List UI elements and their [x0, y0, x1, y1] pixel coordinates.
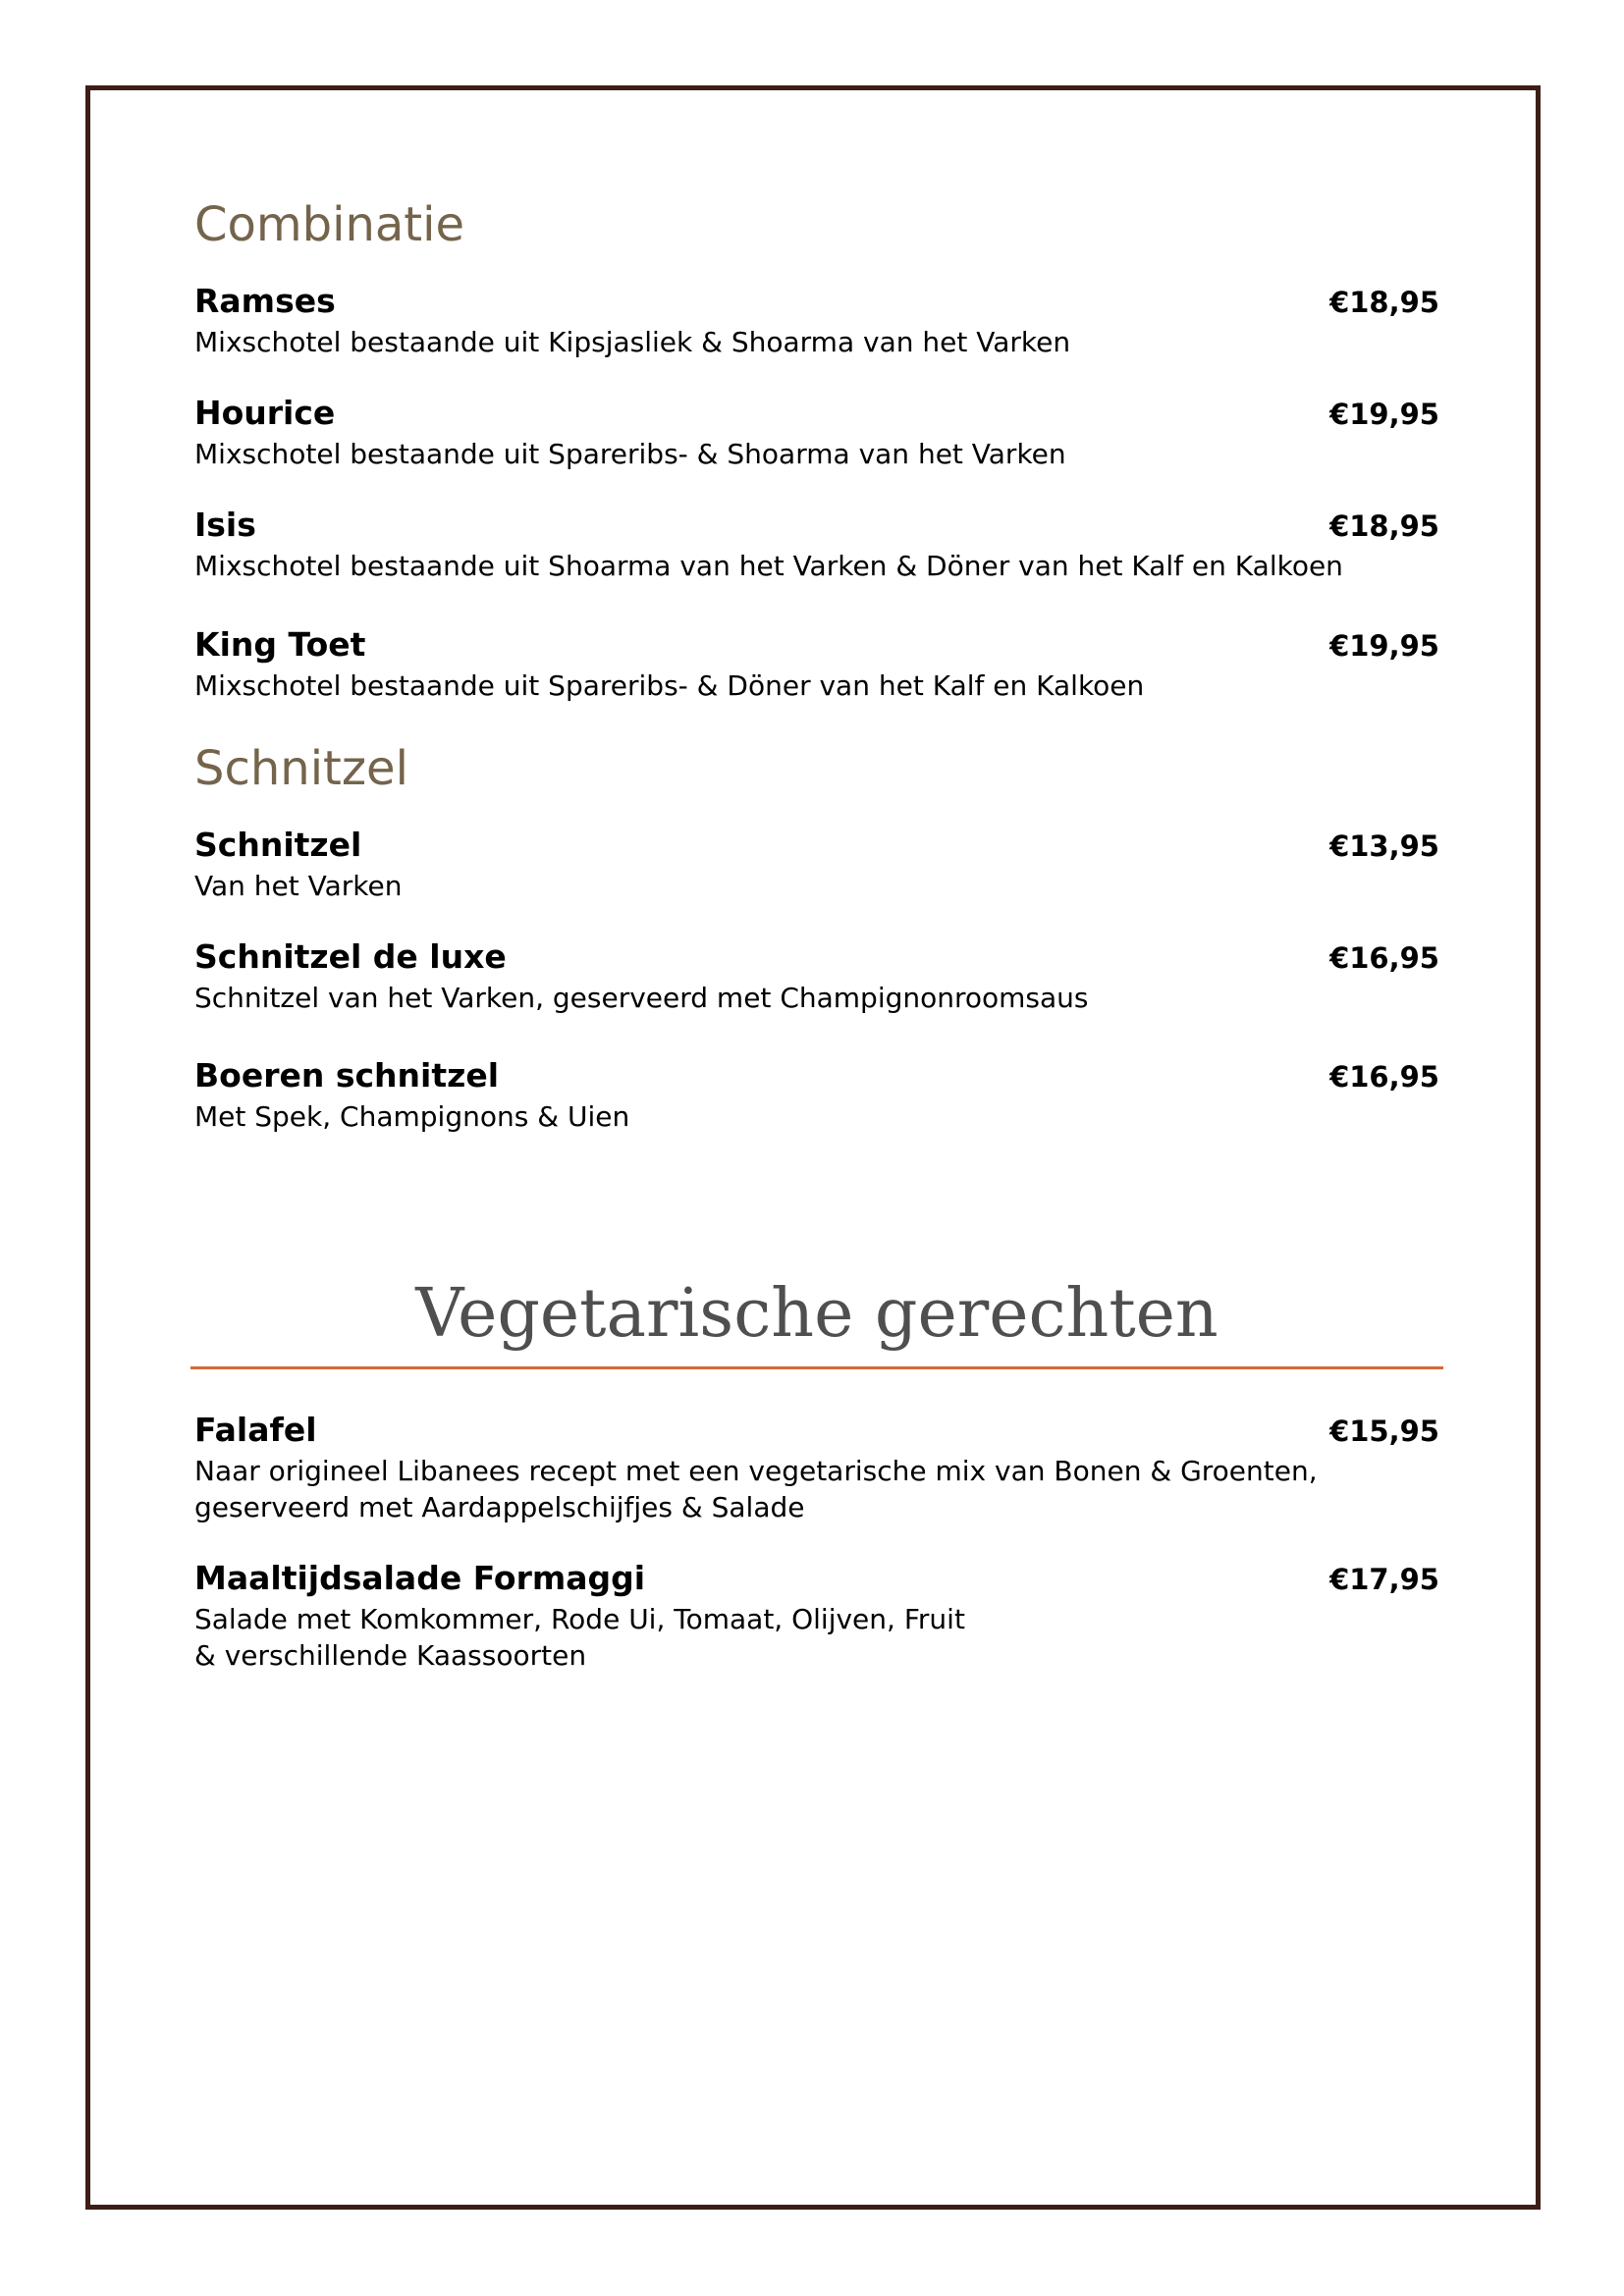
item-name: Hourice — [194, 394, 336, 432]
description-line: Van het Varken — [194, 870, 403, 902]
item-price: €15,95 — [1329, 1415, 1439, 1448]
item-price: €18,95 — [1329, 509, 1439, 543]
item-name: King Toet — [194, 625, 366, 664]
item-description — [194, 548, 1343, 584]
item-price: €16,95 — [1329, 1060, 1439, 1094]
item-name: Schnitzel de luxe — [194, 937, 507, 976]
description-line: Mixschotel bestaande uit Spareribs- & Shoarma van het Varken — [194, 438, 1066, 470]
item-description — [194, 1601, 965, 1674]
description-line: geserveerd met Aardappelschijfjes & Salade — [194, 1491, 805, 1523]
item-price: €16,95 — [1329, 941, 1439, 975]
heading-divider — [190, 1366, 1443, 1369]
section-heading: Combinatie — [194, 197, 464, 252]
item-price: €19,95 — [1329, 629, 1439, 663]
item-description — [194, 980, 1089, 1016]
item-description — [194, 667, 1144, 704]
item-price: €19,95 — [1329, 398, 1439, 431]
description-line: Salade met Komkommer, Rode Ui, Tomaat, Olijven, Fruit — [194, 1603, 965, 1635]
item-description — [194, 436, 1066, 472]
item-description — [194, 1453, 1318, 1525]
item-price: €17,95 — [1329, 1563, 1439, 1596]
item-name: Falafel — [194, 1411, 317, 1449]
item-price: €13,95 — [1329, 829, 1439, 863]
description-line: Mixschotel bestaande uit Kipsjasliek & Shoarma van het Varken — [194, 326, 1071, 358]
item-name: Schnitzel — [194, 826, 362, 864]
item-name: Ramses — [194, 282, 336, 320]
item-description — [194, 324, 1070, 360]
vegetarian-heading: Vegetarische gerechten — [415, 1275, 1218, 1353]
item-price: €18,95 — [1329, 286, 1439, 319]
item-name: Maaltijdsalade Formaggi — [194, 1559, 646, 1597]
item-description — [194, 868, 402, 904]
description-line: & verschillende Kaassoorten — [194, 1639, 587, 1672]
item-name: Boeren schnitzel — [194, 1056, 500, 1095]
description-line: Met Spek, Champignons & Uien — [194, 1100, 630, 1133]
description-line: Naar origineel Libanees recept met een vegetarische mix van Bonen & Groenten, — [194, 1455, 1318, 1487]
section-heading: Schnitzel — [194, 741, 408, 796]
description-line: Schnitzel van het Varken, geserveerd met Champignonroomsaus — [194, 982, 1089, 1014]
item-name: Isis — [194, 506, 256, 544]
item-description — [194, 1098, 629, 1135]
description-line: Mixschotel bestaande uit Spareribs- & Döner van het Kalf en Kalkoen — [194, 669, 1145, 702]
description-line: Mixschotel bestaande uit Shoarma van het Varken & Döner van het Kalf en Kalkoen — [194, 550, 1343, 582]
